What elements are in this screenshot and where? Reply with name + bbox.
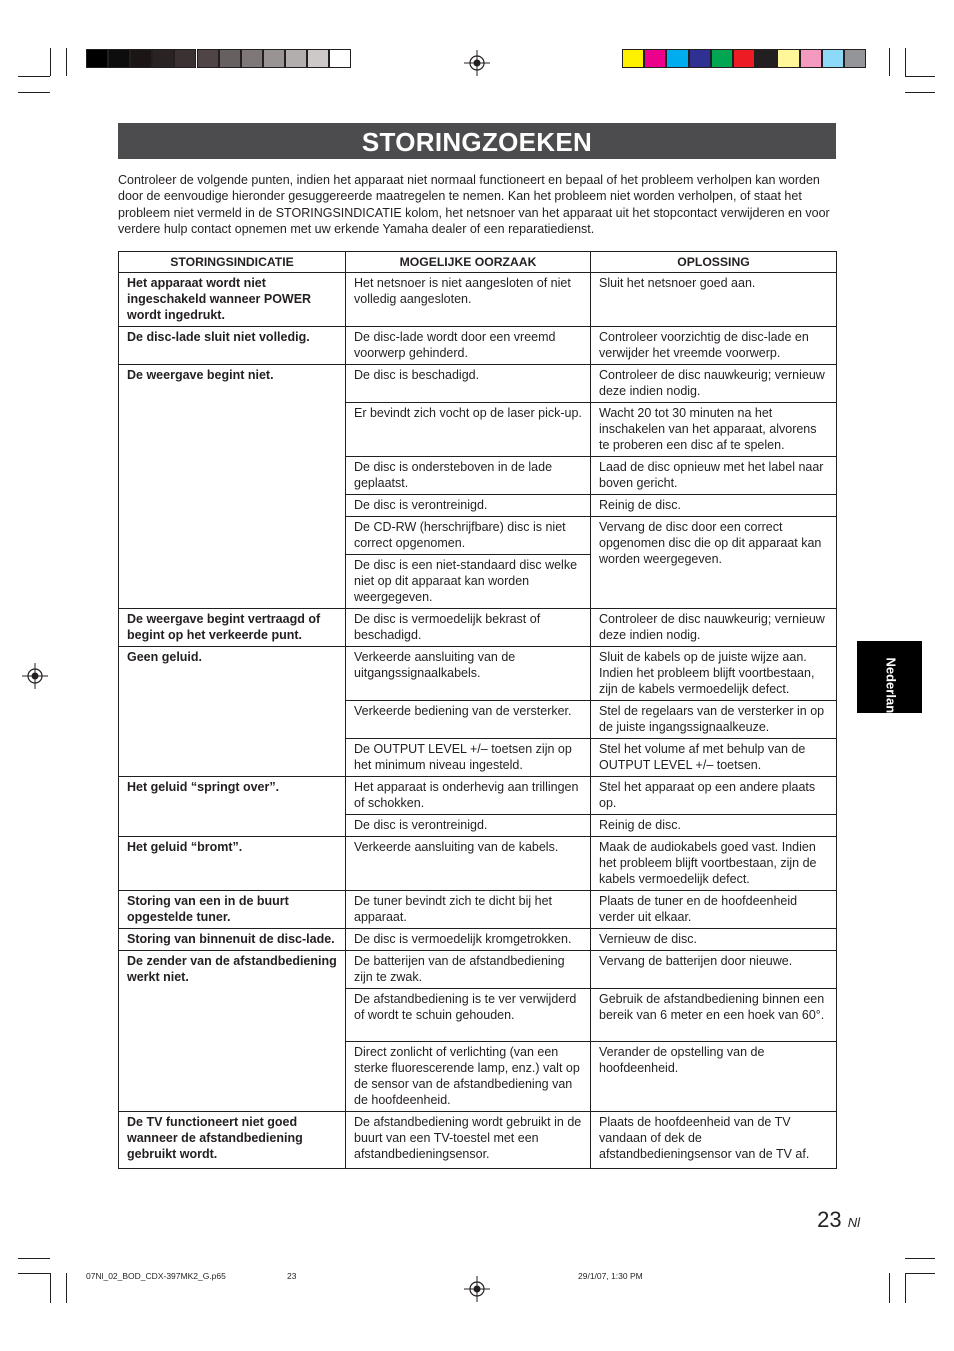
cause-cell: De disc is verontreinigd.	[346, 815, 591, 837]
solution-cell: Stel de regelaars van de versterker in op de juiste ingangssignaalkeuze.	[591, 701, 837, 739]
cause-cell: De afstandbediening is te ver verwijderd of wordt te schuin gehouden.	[346, 989, 591, 1042]
column-header-symptom: STORINGSINDICATIE	[119, 252, 346, 273]
table-row	[119, 327, 837, 365]
cause-cell: De OUTPUT LEVEL +/– toetsen zijn op het minimum niveau ingesteld.	[346, 739, 591, 777]
table-row	[119, 777, 837, 815]
gray-swatch	[130, 49, 152, 68]
cause-cell: De disc is beschadigd.	[346, 365, 591, 403]
symptom-cell: Geen geluid.	[119, 647, 346, 777]
solution-cell: Sluit de kabels op de juiste wijze aan. Indien het probleem blijft voortbestaan, zijn de kabels vermoedelijk defect.	[591, 647, 837, 701]
page-title: STORINGZOEKEN	[361, 127, 593, 157]
gray-swatch	[219, 49, 241, 68]
cause-cell: Er bevindt zich vocht op de laser pick-up.	[346, 403, 591, 457]
solution-cell: Wacht 20 tot 30 minuten na het inschakelen van het apparaat, alvorens te proberen een disc af te spelen.	[591, 403, 837, 457]
solution-cell: Reinig de disc.	[591, 815, 837, 837]
registration-mark-icon	[464, 50, 490, 76]
solution-cell: Vervang de batterijen door nieuwe.	[591, 951, 837, 989]
column-header-solution: OPLOSSING	[591, 252, 837, 273]
language-side-tab	[857, 641, 922, 729]
cause-cell: De disc is ondersteboven in de lade geplaatst.	[346, 457, 591, 495]
color-swatch	[733, 49, 755, 68]
gray-swatch	[174, 49, 196, 68]
solution-cell: Reinig de disc.	[591, 495, 837, 517]
gray-swatch	[329, 49, 351, 68]
color-swatch	[800, 49, 822, 68]
symptom-cell: Storing van een in de buurt opgestelde tuner.	[119, 891, 346, 929]
gray-swatch	[197, 49, 219, 68]
symptom-cell: Het apparaat wordt niet ingeschakeld wanneer POWER wordt ingedrukt.	[119, 273, 346, 327]
gray-swatch	[263, 49, 285, 68]
intro-paragraph: Controleer de volgende punten, indien het apparaat niet normaal functioneert en bepaal of het probleem verholpen kan worden door de eenvoudige hieronder gesuggereerde maatregelen te nemen. Kan het probleem niet worden verholpen, of staat het probleem niet vermeld in de STORINGSINDICATIE kolom, het netsnoer van het apparaat uit het stopcontact verwijderen en voor verdere hulp contact opnemen met uw erkende Yamaha dealer of een reparatiedienst.	[118, 173, 830, 237]
page-number-suffix: Nl	[847, 1215, 860, 1230]
footer-page: 23	[287, 1271, 297, 1281]
troubleshooting-table	[118, 251, 837, 1169]
cause-cell: De disc is een niet-standaard disc welke niet op dit apparaat kan worden weergegeven.	[346, 555, 591, 609]
color-swatch	[755, 49, 777, 68]
symptom-cell: Het geluid “springt over”.	[119, 777, 346, 837]
cause-cell: De disc is verontreinigd.	[346, 495, 591, 517]
symptom-cell: De weergave begint vertraagd of begint op het verkeerde punt.	[119, 609, 346, 647]
solution-cell: Controleer de disc nauwkeurig; vernieuw deze indien nodig.	[591, 365, 837, 403]
table-row	[119, 891, 837, 929]
footer-filename: 07Nl_02_BOD_CDX-397MK2_G.p65	[86, 1271, 226, 1281]
cause-cell: De batterijen van de afstandbediening zijn te zwak.	[346, 951, 591, 989]
solution-cell: Vernieuw de disc.	[591, 929, 837, 951]
cause-cell: De CD-RW (herschrijfbare) disc is niet correct opgenomen.	[346, 517, 591, 555]
gray-swatch	[152, 49, 174, 68]
gray-swatch	[285, 49, 307, 68]
solution-cell: Stel het volume af met behulp van de OUTPUT LEVEL +/– toetsen.	[591, 739, 837, 777]
symptom-cell: De TV functioneert niet goed wanneer de afstandbediening gebruikt wordt.	[119, 1112, 346, 1169]
solution-cell: Controleer de disc nauwkeurig; vernieuw deze indien nodig.	[591, 609, 837, 647]
cause-cell: Direct zonlicht of verlichting (van een sterke fluorescerende lamp, enz.) valt op de sensor van de afstandbediening van de hoofdeenheid.	[346, 1042, 591, 1112]
table-row	[119, 273, 837, 327]
symptom-cell: De zender van de afstandbediening werkt niet.	[119, 951, 346, 1112]
table-row	[119, 609, 837, 647]
registration-mark-icon	[22, 663, 48, 689]
table-row	[119, 929, 837, 951]
gray-swatch	[108, 49, 130, 68]
color-swatch	[644, 49, 666, 68]
page-number	[817, 1207, 860, 1233]
cause-cell: De tuner bevindt zich te dicht bij het apparaat.	[346, 891, 591, 929]
cause-cell: De disc is vermoedelijk kromgetrokken.	[346, 929, 591, 951]
solution-cell: Laad de disc opnieuw met het label naar boven gericht.	[591, 457, 837, 495]
color-swatch	[711, 49, 733, 68]
solution-cell: Plaats de tuner en de hoofdeenheid verder uit elkaar.	[591, 891, 837, 929]
solution-cell: Maak de audiokabels goed vast. Indien het probleem blijft voortbestaan, zijn de kabels vermoedelijk defect.	[591, 837, 837, 891]
symptom-cell: De disc-lade sluit niet volledig.	[119, 327, 346, 365]
table-row	[119, 365, 837, 403]
solution-cell: Controleer voorzichtig de disc-lade en verwijder het vreemde voorwerp.	[591, 327, 837, 365]
solution-cell: Sluit het netsnoer goed aan.	[591, 273, 837, 327]
registration-mark-icon	[464, 1276, 490, 1302]
column-header-cause: MOGELIJKE OORZAAK	[346, 252, 591, 273]
solution-cell: Gebruik de afstandbediening binnen een bereik van 6 meter en een hoek van 60°.	[591, 989, 837, 1042]
gray-swatch	[86, 49, 108, 68]
cause-cell: Het apparaat is onderhevig aan trillingen of schokken.	[346, 777, 591, 815]
color-swatch	[689, 49, 711, 68]
page-number-value: 23	[817, 1207, 842, 1232]
table-row	[119, 647, 837, 701]
table-row	[119, 837, 837, 891]
color-swatch	[822, 49, 844, 68]
symptom-cell: Het geluid “bromt”.	[119, 837, 346, 891]
title-bar	[118, 123, 836, 159]
symptom-cell: Storing van binnenuit de disc-lade.	[119, 929, 346, 951]
cause-cell: Verkeerde bediening van de versterker.	[346, 701, 591, 739]
table-row	[119, 1112, 837, 1169]
symptom-cell: De weergave begint niet.	[119, 365, 346, 609]
color-swatch	[777, 49, 799, 68]
cause-cell: De disc is vermoedelijk bekrast of beschadigd.	[346, 609, 591, 647]
solution-cell: Verander de opstelling van de hoofdeenheid.	[591, 1042, 837, 1112]
gray-swatch	[307, 49, 329, 68]
cause-cell: De afstandbediening wordt gebruikt in de buurt van een TV-toestel met een afstandbedieningsensor.	[346, 1112, 591, 1169]
solution-cell: Plaats de hoofdeenheid van de TV vandaan of dek de afstandbedieningsensor van de TV af.	[591, 1112, 837, 1169]
cause-cell: Het netsnoer is niet aangesloten of niet volledig aangesloten.	[346, 273, 591, 327]
gray-swatch	[241, 49, 263, 68]
solution-cell: Stel het apparaat op een andere plaats op.	[591, 777, 837, 815]
color-swatch	[622, 49, 644, 68]
color-swatch	[666, 49, 688, 68]
solution-cell: Vervang de disc door een correct opgenomen disc die op dit apparaat kan worden weergegeven.	[591, 517, 837, 609]
cause-cell: De disc-lade wordt door een vreemd voorwerp gehinderd.	[346, 327, 591, 365]
language-label: Nederlands	[883, 657, 899, 729]
cause-cell: Verkeerde aansluiting van de kabels.	[346, 837, 591, 891]
table-header-row	[119, 252, 837, 273]
table-row	[119, 951, 837, 989]
footer-datetime: 29/1/07, 1:30 PM	[578, 1271, 643, 1281]
color-swatch	[844, 49, 866, 68]
cause-cell: Verkeerde aansluiting van de uitgangssignaalkabels.	[346, 647, 591, 701]
